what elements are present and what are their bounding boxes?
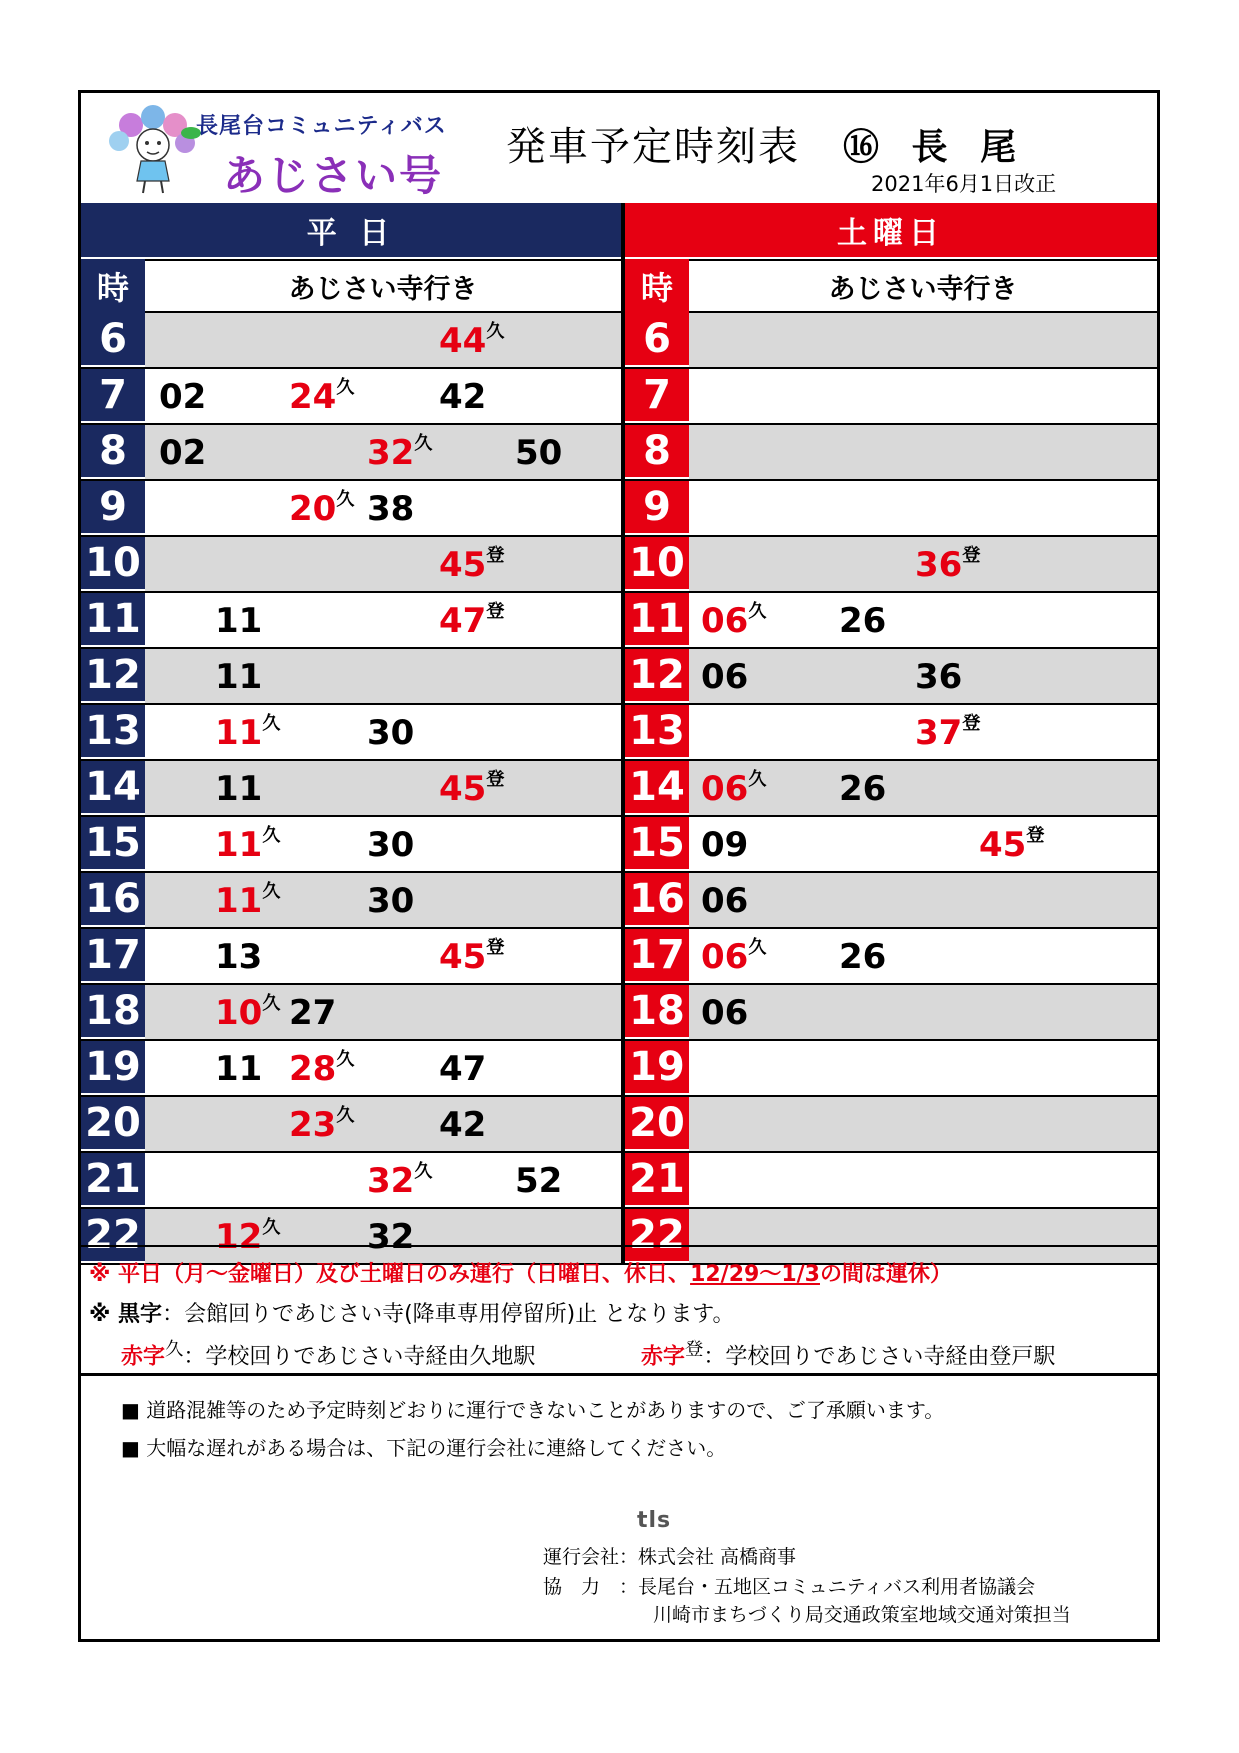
minute-text: 47 xyxy=(439,1049,487,1089)
route-mark: 久 xyxy=(262,881,281,902)
minute-text: 06 xyxy=(701,601,749,641)
legend-black-label: 黒字 xyxy=(118,1302,163,1327)
hour-cell: 17 xyxy=(625,929,689,983)
table-row xyxy=(81,593,621,649)
table-row xyxy=(625,425,1157,481)
table-row xyxy=(81,705,621,761)
legend-red-ku xyxy=(121,1335,535,1370)
minutes-cell xyxy=(145,873,621,927)
departure-minute-red xyxy=(915,545,980,585)
minute-text: 26 xyxy=(839,769,887,809)
table-row xyxy=(81,761,621,817)
minute-text: 42 xyxy=(439,1105,487,1145)
hour-cell: 11 xyxy=(81,593,145,647)
table-row xyxy=(625,649,1157,705)
minute-text: 32 xyxy=(367,1217,415,1257)
table-row xyxy=(81,929,621,985)
departure-minute xyxy=(159,433,206,473)
saturday-rows xyxy=(625,313,1157,1265)
hour-cell: 20 xyxy=(81,1097,145,1151)
hour-cell: 18 xyxy=(81,985,145,1039)
table-row xyxy=(625,313,1157,369)
hour-header: 時 xyxy=(81,259,145,313)
table-row xyxy=(625,593,1157,649)
departure-minute xyxy=(215,769,262,809)
hour-cell: 6 xyxy=(81,313,145,367)
hour-cell: 15 xyxy=(625,817,689,871)
minute-text: 11 xyxy=(215,769,263,809)
departure-minute xyxy=(367,489,414,529)
hour-cell: 17 xyxy=(81,929,145,983)
minute-text: 12 xyxy=(215,1217,263,1257)
departure-minute xyxy=(289,993,336,1033)
minutes-cell xyxy=(145,313,621,367)
minutes-cell xyxy=(145,649,621,703)
minute-text: 06 xyxy=(701,881,749,921)
departure-minute xyxy=(439,377,486,417)
departure-minute-red xyxy=(367,433,432,473)
departure-minute xyxy=(701,993,748,1033)
minute-text: 06 xyxy=(701,769,749,809)
minutes-cell xyxy=(689,537,1157,591)
departure-minute-red xyxy=(215,825,280,865)
bullet-contact-note: ■ 大幅な遅れがある場合は、下記の運行会社に連絡してください。 xyxy=(121,1436,727,1460)
minutes-cell xyxy=(689,1153,1157,1207)
route-mark: 久 xyxy=(748,769,767,790)
minutes-cell xyxy=(689,313,1157,367)
hydrangea-girl-logo xyxy=(101,103,201,195)
minute-text: 11 xyxy=(215,601,263,641)
legend-red-nobo xyxy=(641,1335,1055,1370)
route-mark: 久 xyxy=(748,601,767,622)
departure-minute xyxy=(515,1161,562,1201)
table-row xyxy=(81,985,621,1041)
brand-name: あじさい号 xyxy=(223,151,444,200)
minute-text: 45 xyxy=(439,769,487,809)
minute-text: 45 xyxy=(439,545,487,585)
departure-minute xyxy=(367,825,414,865)
minute-text: 37 xyxy=(915,713,963,753)
weekday-band: 平 日 xyxy=(81,203,621,257)
table-row xyxy=(81,1097,621,1153)
table-row xyxy=(81,873,621,929)
minutes-cell xyxy=(689,761,1157,815)
minutes-cell xyxy=(689,1097,1157,1151)
departure-minute-red xyxy=(439,545,504,585)
route-name: ⑯ 長 尾 xyxy=(843,127,1027,168)
minutes-cell xyxy=(689,649,1157,703)
note-text: の間は運休） xyxy=(819,1262,952,1287)
destination-header: あじさい寺行き xyxy=(689,259,1157,313)
route-mark: 登 xyxy=(486,545,505,566)
departure-minute xyxy=(701,657,748,697)
note-text: ※ 平日（月～金曜日）及び土曜日のみ運行（日曜日、休日、 xyxy=(89,1262,691,1287)
departure-minute-red xyxy=(915,713,980,753)
weekday-rows xyxy=(81,313,621,1265)
minutes-cell xyxy=(145,985,621,1039)
minute-text: 06 xyxy=(701,993,749,1033)
hour-cell: 8 xyxy=(625,425,689,479)
departure-minute-red xyxy=(289,1049,354,1089)
table-row xyxy=(625,1041,1157,1097)
departure-minute-red xyxy=(289,377,354,417)
hour-cell: 15 xyxy=(81,817,145,871)
departure-minute-red xyxy=(439,937,504,977)
departure-minute xyxy=(915,657,962,697)
hour-cell: 20 xyxy=(625,1097,689,1151)
departure-minute xyxy=(515,433,562,473)
table-row xyxy=(625,537,1157,593)
hour-cell: 18 xyxy=(625,985,689,1039)
hour-cell: 16 xyxy=(81,873,145,927)
departure-minute-red xyxy=(439,321,504,361)
table-row xyxy=(625,705,1157,761)
minute-text: 28 xyxy=(289,1049,337,1089)
departure-minute xyxy=(701,881,748,921)
route-mark: 久 xyxy=(336,489,355,510)
minutes-cell xyxy=(689,817,1157,871)
operator-line: 運行会社：株式会社 高橋商事 xyxy=(543,1546,797,1568)
departure-minute xyxy=(839,937,886,977)
hour-cell: 6 xyxy=(625,313,689,367)
route-mark: 登 xyxy=(486,937,505,958)
departure-minute-red xyxy=(979,825,1044,865)
minutes-cell xyxy=(145,593,621,647)
hour-cell: 12 xyxy=(81,649,145,703)
minute-text: 26 xyxy=(839,601,887,641)
minute-text: 45 xyxy=(979,825,1027,865)
bullet-delay-note: ■ 道路混雑等のため予定時刻どおりに運行できないことがありますので、ご了承願います。 xyxy=(121,1398,945,1422)
hour-cell: 11 xyxy=(625,593,689,647)
minutes-cell xyxy=(145,425,621,479)
departure-minute-red xyxy=(439,601,504,641)
minutes-cell xyxy=(145,1153,621,1207)
minutes-cell xyxy=(145,761,621,815)
route-mark: 登 xyxy=(486,601,505,622)
saturday-band: 土曜日 xyxy=(625,203,1157,257)
table-row xyxy=(625,1097,1157,1153)
minute-text: 23 xyxy=(289,1105,337,1145)
minute-text: 11 xyxy=(215,825,263,865)
minute-text: 02 xyxy=(159,377,207,417)
route-mark: 久 xyxy=(262,993,281,1014)
hour-cell: 9 xyxy=(81,481,145,535)
minute-text: 06 xyxy=(701,657,749,697)
table-row xyxy=(625,985,1157,1041)
table-row xyxy=(81,481,621,537)
minutes-cell xyxy=(689,985,1157,1039)
minutes-cell xyxy=(145,369,621,423)
table-row xyxy=(625,873,1157,929)
legend-red-text: ：学校回りであじさい寺経由登戸駅 xyxy=(703,1344,1056,1370)
header xyxy=(81,93,1157,203)
minute-text: 30 xyxy=(367,825,415,865)
minutes-cell xyxy=(689,1041,1157,1095)
route-mark: 登 xyxy=(962,713,981,734)
minutes-cell xyxy=(145,537,621,591)
column-divider xyxy=(621,203,625,1265)
hour-cell: 21 xyxy=(81,1153,145,1207)
minute-text: 32 xyxy=(367,1161,415,1201)
minute-text: 36 xyxy=(915,545,963,585)
minutes-cell xyxy=(689,873,1157,927)
weekday-column-header xyxy=(81,259,621,313)
note-mark: ※ xyxy=(89,1302,119,1327)
minutes-cell xyxy=(145,817,621,871)
hour-cell: 14 xyxy=(625,761,689,815)
departure-minute-red xyxy=(215,881,280,921)
departure-minute-red xyxy=(701,937,766,977)
minutes-cell xyxy=(689,425,1157,479)
destination-header: あじさい寺行き xyxy=(145,259,621,313)
table-row xyxy=(81,649,621,705)
route-mark: 登 xyxy=(1026,825,1045,846)
minute-text: 42 xyxy=(439,377,487,417)
route-mark: 登 xyxy=(486,769,505,790)
minute-text: 30 xyxy=(367,713,415,753)
cooperation-line-2: 川崎市まちづくり局交通政策室地域交通対策担当 xyxy=(653,1604,1071,1626)
minute-text: 11 xyxy=(215,713,263,753)
timetable-frame xyxy=(78,90,1160,1642)
hour-cell: 14 xyxy=(81,761,145,815)
minute-text: 36 xyxy=(915,657,963,697)
departure-minute-red xyxy=(701,601,766,641)
departure-minute xyxy=(159,377,206,417)
minute-text: 47 xyxy=(439,601,487,641)
minute-text: 06 xyxy=(701,937,749,977)
saturday-column-header xyxy=(625,259,1157,313)
route-mark: 久 xyxy=(414,433,433,454)
minute-text: 11 xyxy=(215,1049,263,1089)
route-mark: 久 xyxy=(336,377,355,398)
table-row xyxy=(81,313,621,369)
hour-cell: 12 xyxy=(625,649,689,703)
brand-subtitle: 長尾台コミュニティバス xyxy=(196,114,447,139)
table-row xyxy=(81,817,621,873)
minutes-cell xyxy=(145,705,621,759)
minutes-cell xyxy=(145,929,621,983)
minute-text: 30 xyxy=(367,881,415,921)
route-mark: 久 xyxy=(262,713,281,734)
departure-minute-red xyxy=(439,769,504,809)
hour-cell: 7 xyxy=(625,369,689,423)
departure-minute xyxy=(367,713,414,753)
minutes-cell xyxy=(689,593,1157,647)
hour-cell: 22 xyxy=(81,1209,145,1263)
minute-text: 11 xyxy=(215,881,263,921)
hour-cell: 8 xyxy=(81,425,145,479)
minute-text: 32 xyxy=(367,433,415,473)
route-mark: 久 xyxy=(748,937,767,958)
route-mark: 久 xyxy=(262,825,281,846)
page-title: 発車予定時刻表 xyxy=(506,124,800,170)
hour-cell: 19 xyxy=(625,1041,689,1095)
revision-date: 2021年6月1日改正 xyxy=(871,172,1057,196)
minute-text: 13 xyxy=(215,937,263,977)
departure-minute-red xyxy=(289,1105,354,1145)
route-mark: 登 xyxy=(962,545,981,566)
operator-logo: tls xyxy=(637,1508,672,1533)
departure-minute xyxy=(215,601,262,641)
operation-note xyxy=(89,1257,952,1288)
table-row xyxy=(81,369,621,425)
departure-minute xyxy=(367,881,414,921)
legend-sup: 登 xyxy=(685,1339,704,1360)
hour-cell: 16 xyxy=(625,873,689,927)
note-dates: 12/29～1/3 xyxy=(690,1262,820,1287)
cooperation-line: 協 力 ：長尾台・五地区コミュニティバス利用者協議会 xyxy=(543,1576,1036,1598)
minute-text: 44 xyxy=(439,321,487,361)
legend-black-text: ：会館回りであじさい寺(降車専用停留所)止 となります。 xyxy=(162,1302,735,1327)
table-row xyxy=(625,1153,1157,1209)
minute-text: 11 xyxy=(215,657,263,697)
hour-cell: 10 xyxy=(81,537,145,591)
footer xyxy=(81,1373,1157,1639)
departure-minute-red xyxy=(215,993,280,1033)
minutes-cell xyxy=(689,481,1157,535)
hour-cell: 7 xyxy=(81,369,145,423)
legend-sup: 久 xyxy=(165,1339,184,1360)
minutes-cell xyxy=(689,705,1157,759)
minute-text: 27 xyxy=(289,993,337,1033)
minutes-cell xyxy=(145,1041,621,1095)
hour-cell: 10 xyxy=(625,537,689,591)
departure-minute xyxy=(439,1105,486,1145)
minute-text: 10 xyxy=(215,993,263,1033)
table-row xyxy=(81,537,621,593)
table-row xyxy=(625,761,1157,817)
departure-minute-red xyxy=(367,1161,432,1201)
hour-cell: 13 xyxy=(625,705,689,759)
departure-minute xyxy=(439,1049,486,1089)
hour-cell: 9 xyxy=(625,481,689,535)
minute-text: 02 xyxy=(159,433,207,473)
minute-text: 50 xyxy=(515,433,563,473)
departure-minute-red xyxy=(289,489,354,529)
legend-red-text: ：学校回りであじさい寺経由久地駅 xyxy=(183,1344,536,1370)
minutes-cell xyxy=(689,369,1157,423)
minute-text: 24 xyxy=(289,377,337,417)
route-mark: 久 xyxy=(414,1161,433,1182)
departure-minute xyxy=(839,769,886,809)
hour-cell: 21 xyxy=(625,1153,689,1207)
route-mark: 久 xyxy=(262,1217,281,1238)
legend-red-label: 赤字 xyxy=(121,1344,166,1370)
table-row xyxy=(625,481,1157,537)
route-mark: 久 xyxy=(336,1049,355,1070)
legend-black xyxy=(89,1297,734,1328)
departure-minute xyxy=(215,657,262,697)
departure-minute-red xyxy=(215,713,280,753)
route-mark: 久 xyxy=(336,1105,355,1126)
route-mark: 久 xyxy=(486,321,505,342)
notes xyxy=(81,1245,1157,1371)
table-row xyxy=(625,929,1157,985)
hour-header: 時 xyxy=(625,259,689,313)
table-row xyxy=(81,425,621,481)
minute-text: 26 xyxy=(839,937,887,977)
departure-minute xyxy=(839,601,886,641)
minutes-cell xyxy=(689,929,1157,983)
departure-minute xyxy=(215,937,262,977)
minutes-cell xyxy=(145,481,621,535)
table-row xyxy=(625,817,1157,873)
hour-cell: 13 xyxy=(81,705,145,759)
minute-text: 45 xyxy=(439,937,487,977)
departure-minute xyxy=(215,1049,262,1089)
departure-minute xyxy=(701,825,748,865)
minutes-cell xyxy=(145,1097,621,1151)
hour-cell: 19 xyxy=(81,1041,145,1095)
hour-cell: 22 xyxy=(625,1209,689,1263)
departure-minute-red xyxy=(701,769,766,809)
table-row xyxy=(81,1041,621,1097)
legend-red-label: 赤字 xyxy=(641,1344,686,1370)
minute-text: 09 xyxy=(701,825,749,865)
minute-text: 52 xyxy=(515,1161,563,1201)
table-row xyxy=(625,369,1157,425)
minute-text: 20 xyxy=(289,489,337,529)
table-row xyxy=(81,1153,621,1209)
minute-text: 38 xyxy=(367,489,415,529)
